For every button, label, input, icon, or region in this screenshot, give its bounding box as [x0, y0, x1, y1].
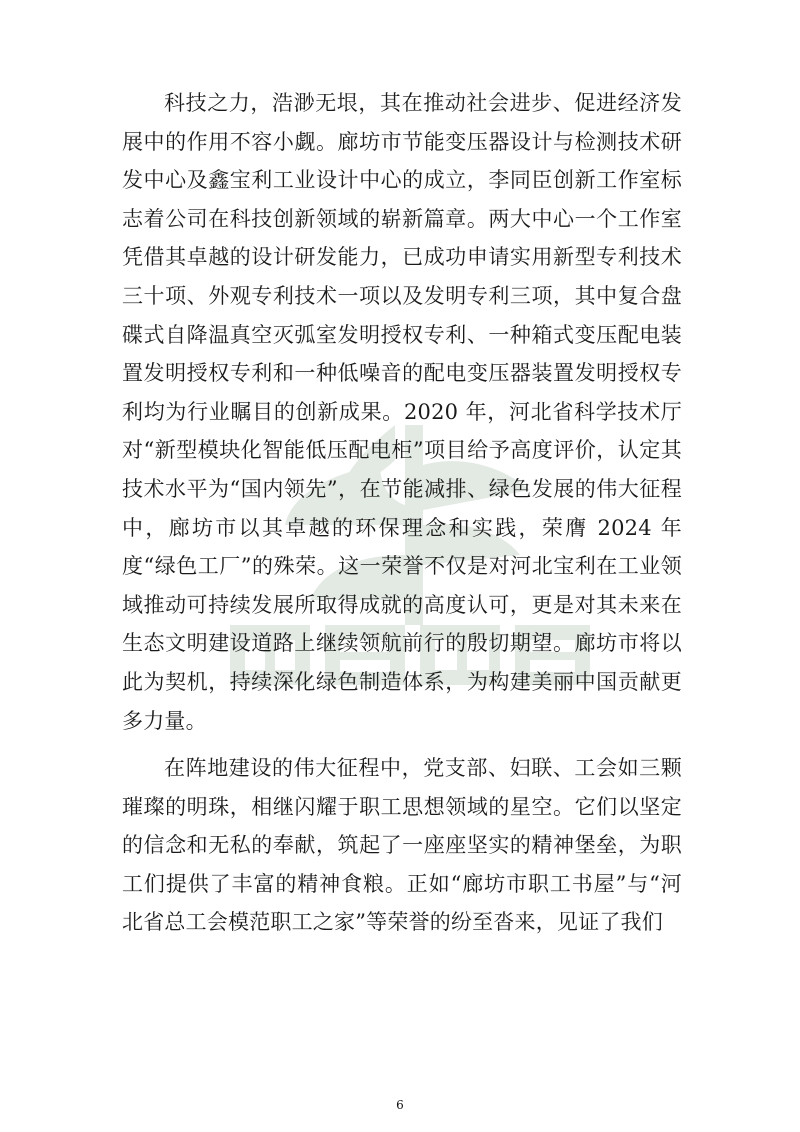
document-body [122, 84, 682, 942]
paragraph: 科技之力，浩渺无垠，其在推动社会进步、促进经济发展中的作用不容小觑。廊坊市节能变压器设计与检测技术研发中心及鑫宝利工业设计中心的成立，李同臣创新工作室标志着公司在科技创新领域的崭新篇章。两大中心一个工作室凭借其卓越的设计研发能力，已成功申请实用新型专利技术三十项、外观专利技术一项以及发明专利三项，其中复合盘碟式自降温真空灭弧室发明授权专利、一种箱式变压配电装置发明授权专利和一种低噪音的配电变压器装置发明授权专利均为行业瞩目的创新成果。2020 年，河北省科学技术厅对“新型模块化智能低压配电柜”项目给予高度评价，认定其技术水平为“国内领先”，在节能减排、绿色发展的伟大征程中，廊坊市以其卓越的环保理念和实践，荣膺 2024 年度“绿色工厂”的殊荣。这一荣誉不仅是对河北宝利在工业领域推动可持续发展所取得成就的高度认可，更是对其未来在生态文明建设道路上继续领航前行的殷切期望。廊坊市将以此为契机，持续深化绿色制造体系，为构建美丽中国贡献更多力量。 [122, 91, 682, 733]
page-number: 6 [396, 1098, 404, 1112]
paragraph: 在阵地建设的伟大征程中，党支部、妇联、工会如三颗璀璨的明珠，相继闪耀于职工思想领域的星空。它们以坚定的信念和无私的奉献，筑起了一座座坚实的精神堡垒，为职工们提供了丰富的精神食粮。正如“廊坊市职工书屋”与“河北省总工会模范职工之家”等荣誉的纷至沓来，见证了我们 [122, 756, 682, 935]
